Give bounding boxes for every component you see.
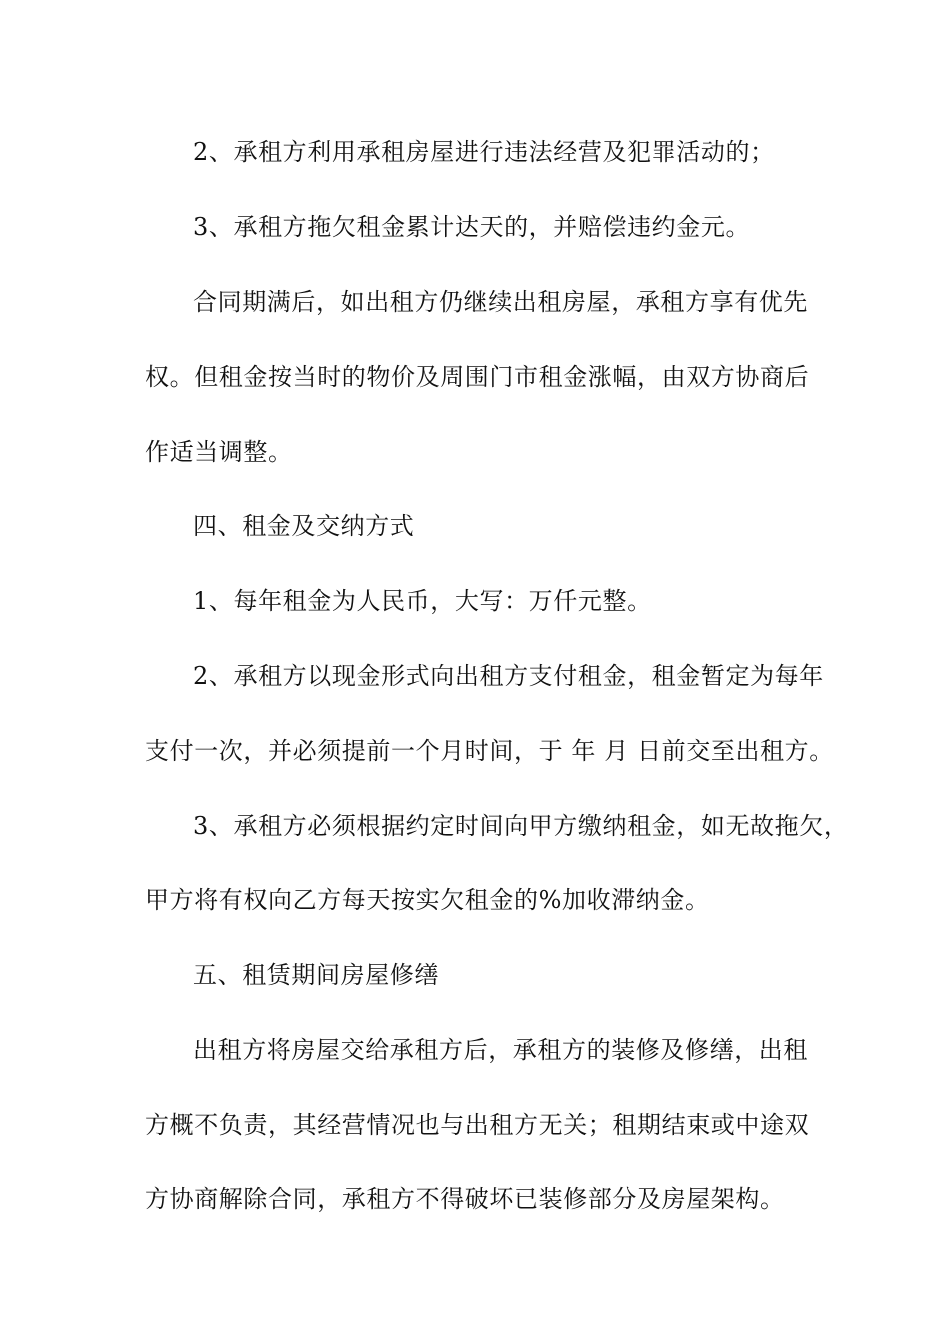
clause-late-fee-line-2: 甲方将有权向乙方每天按实欠租金的%加收滞纳金。 <box>145 886 710 914</box>
section-heading-repairs: 五、租赁期间房屋修缮 <box>193 961 439 989</box>
section-heading-rent-payment: 四、租金及交纳方式 <box>193 512 415 540</box>
clause-payment-method-line-2: 支付一次，并必须提前一个月时间，于 年 月 日前交至出租方。 <box>145 737 834 765</box>
paragraph-repairs-line-1: 出租方将房屋交给承租方后，承租方的装修及修缮，出租 <box>193 1036 808 1064</box>
paragraph-renewal-line-2: 权。但租金按当时的物价及周围门市租金涨幅，由双方协商后 <box>145 363 810 391</box>
clause-annual-rent: 1、每年租金为人民币，大写：万仟元整。 <box>193 587 652 615</box>
paragraph-renewal-line-1: 合同期满后，如出租方仍继续出租房屋，承租方享有优先 <box>193 288 808 316</box>
paragraph-repairs-line-3: 方协商解除合同，承租方不得破坏已装修部分及房屋架构。 <box>145 1185 785 1213</box>
paragraph-repairs-line-2: 方概不负责，其经营情况也与出租方无关；租期结束或中途双 <box>145 1111 810 1139</box>
paragraph-renewal-line-3: 作适当调整。 <box>145 438 293 466</box>
clause-rent-arrears: 3、承租方拖欠租金累计达天的，并赔偿违约金元。 <box>193 213 751 241</box>
clause-late-fee-line-1: 3、承租方必须根据约定时间向甲方缴纳租金，如无故拖欠， <box>193 812 849 840</box>
clause-illegal-use: 2、承租方利用承租房屋进行违法经营及犯罪活动的； <box>193 138 775 166</box>
clause-payment-method-line-1: 2、承租方以现金形式向出租方支付租金，租金暂定为每年 <box>193 662 824 690</box>
